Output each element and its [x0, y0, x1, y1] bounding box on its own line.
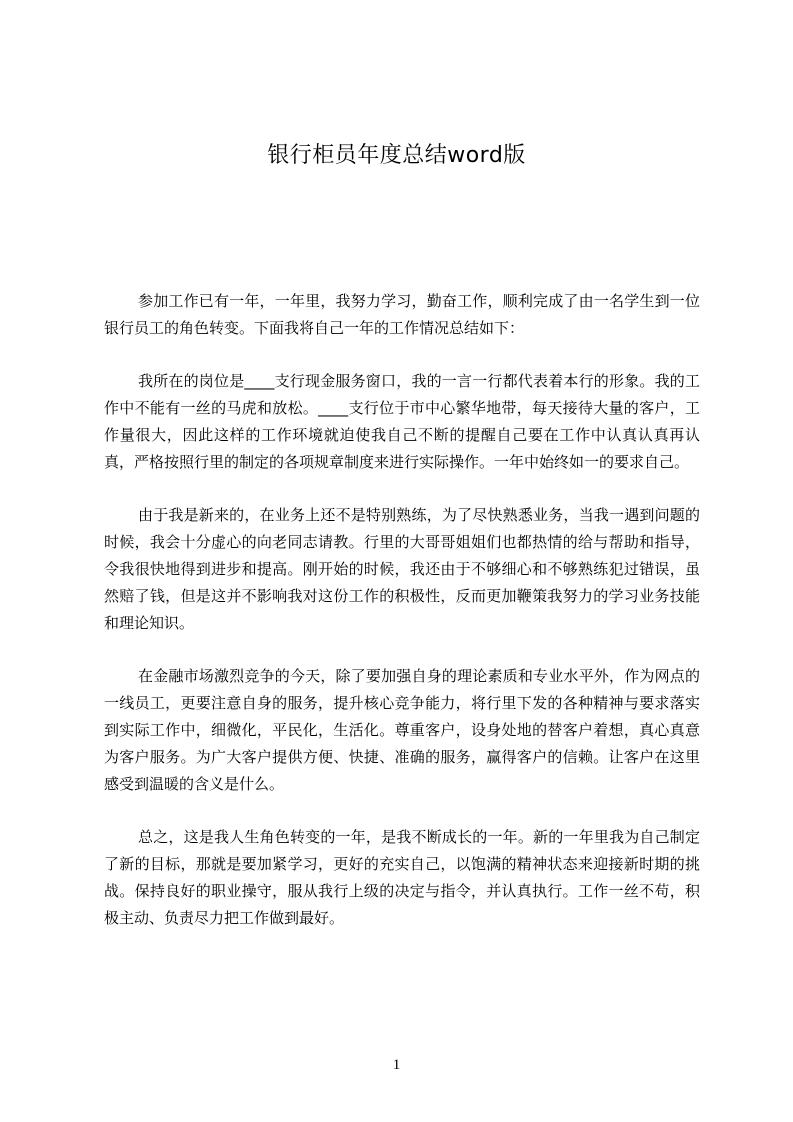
- paragraph-5: 总之，这是我人生角色转变的一年，是我不断成长的一年。新的一年里我为自己制定了新的目标，那就是要加紧学习，更好的充实自己，以饱满的精神状态来迎接新时期的挑战。保持良好的职业操守，服从我行上级的决定与指令，并认真执行。工作一丝不苟，积极主动、负责尽力把工作做到最好。: [104, 828, 700, 927]
- document-title: 银行柜员年度总结word版: [267, 143, 526, 168]
- page-number: 1: [392, 1057, 401, 1073]
- paragraph-2: 我所在的岗位是____支行现金服务窗口，我的一言一行都代表着本行的形象。我的工作中不能有一丝的马虎和放松。____支行位于市中心繁华地带，每天接待大量的客户，工作量很大，因此这样的工作环境就迫使我自己不断的提醒自己要在工作中认真认真再认真，严格按照行里的制定的各项规章制度来进行实际操作。一年中始终如一的要求自己。: [104, 372, 700, 471]
- document-body: [104, 288, 700, 958]
- paragraph-3: 由于我是新来的，在业务上还不是特别熟练，为了尽快熟悉业务，当我一遇到问题的时候，我会十分虚心的向老同志请教。行里的大哥哥姐姐们也都热情的给与帮助和指导，令我很快地得到进步和提高。刚开始的时候，我还由于不够细心和不够熟练犯过错误，虽然赔了钱，但是这并不影响我对这份工作的积极性，反而更加鞭策我努力的学习业务技能和理论知识。: [104, 506, 700, 632]
- paragraph-1: 参加工作已有一年，一年里，我努力学习，勤奋工作，顺利完成了由一名学生到一位银行员工的角色转变。下面我将自己一年的工作情况总结如下：: [104, 292, 700, 337]
- paragraph-4: 在金融市场激烈竞争的今天，除了要加强自身的理论素质和专业水平外，作为网点的一线员工，更要注意自身的服务，提升核心竞争能力，将行里下发的各种精神与要求落实到实际工作中，细微化，平民化，生活化。尊重客户，设身处地的替客户着想，真心真意为客户服务。为广大客户提供方便、快捷、准确的服务，赢得客户的信赖。让客户在这里感受到温暖的含义是什么。: [104, 667, 700, 793]
